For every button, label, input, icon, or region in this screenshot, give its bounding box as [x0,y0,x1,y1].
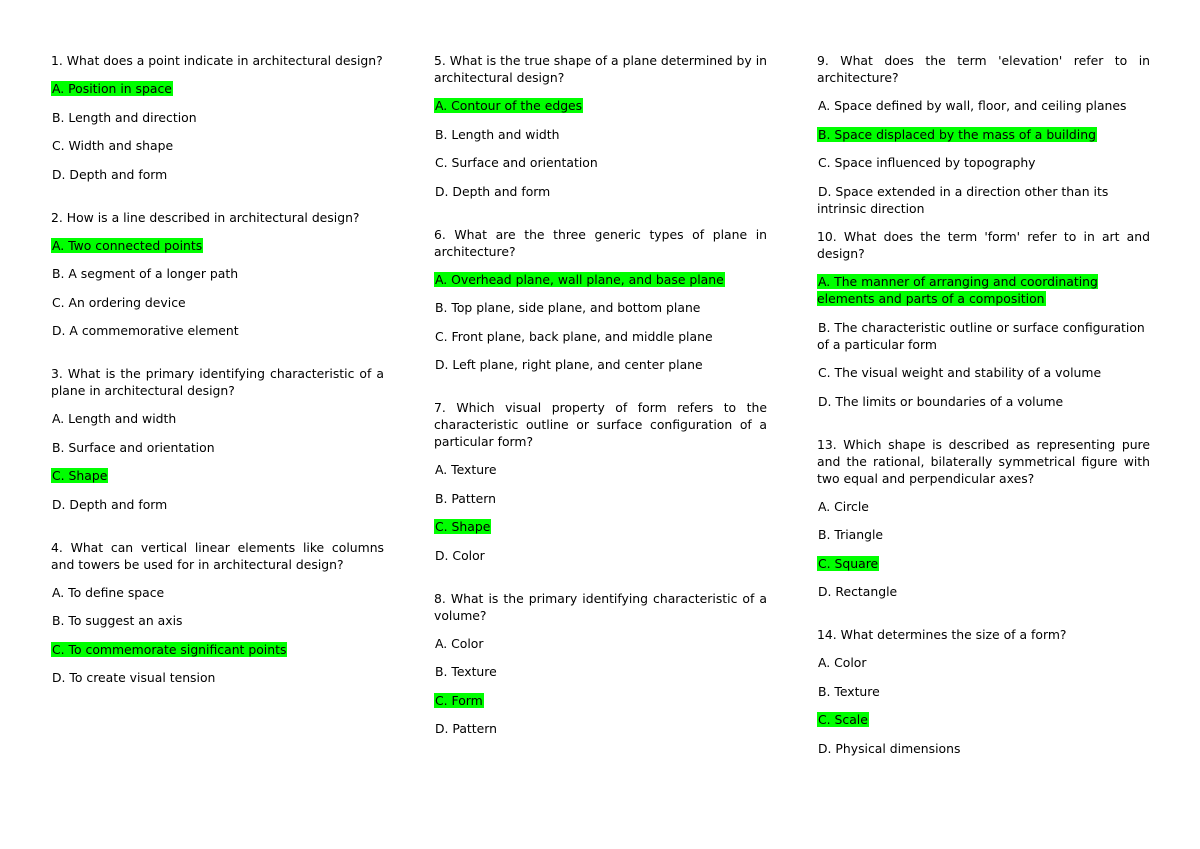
answer-option-label: A. Texture [435,462,497,477]
answer-option-label: D. Color [435,547,485,563]
answer-option-correct [817,126,1150,143]
answer-option [817,393,1150,410]
answer-option [51,439,384,456]
answer-option [817,498,1150,515]
question-block [51,209,384,340]
question-block [434,52,767,200]
question-block [434,399,767,564]
quiz-column-3 [817,52,1150,768]
answer-option-label: B. Space displaced by the mass of a building [818,126,1096,142]
answer-option-correct [434,97,767,114]
answer-option-label: B. Texture [435,664,497,679]
answer-option-label: D. The limits or boundaries of a volume [818,393,1064,409]
answer-option [51,496,384,513]
answer-option [434,461,767,478]
answer-option-label: A. Position in space [52,81,172,96]
answer-option-label: D. Depth and form [435,183,551,199]
answer-option-label: C. Surface and orientation [435,155,598,170]
answer-option [817,183,1150,217]
answer-option-correct [51,641,384,658]
answer-option [817,654,1150,671]
answer-option-correct [817,273,1150,307]
answer-option [434,299,767,316]
question-block [434,226,767,374]
answer-option-label: D. A commemorative element [52,323,239,338]
question-text: 14. What determines the size of a form? [817,627,1067,642]
answer-option-label: D. Left plane, right plane, and center plane [435,357,703,372]
answer-option-label: C. The visual weight and stability of a volume [818,365,1102,380]
answer-option-label: A. Overhead plane, wall plane, and base plane [435,271,724,287]
answer-option [817,683,1150,700]
question-text: 4. What can vertical linear elements like columns and towers be used for in architectural design? [51,539,384,572]
answer-option-correct [434,271,767,288]
answer-option [434,356,767,373]
answer-option-correct [434,518,767,535]
question-block [51,52,384,183]
question-text: 13. Which shape is described as representing pure and the rational, bilaterally symmetrical figure with two equal and perpendicular axes? [817,436,1150,486]
answer-option [51,265,384,282]
question-text: 6. What are the three generic types of plane in architecture? [434,226,767,259]
question-text: 5. What is the true shape of a plane determined by in architectural design? [434,53,767,85]
question-block [51,365,384,513]
answer-option-label: A. Circle [818,498,869,514]
answer-option-label: D. Space extended in a direction other than its intrinsic direction [817,183,1109,216]
answer-option-label: A. Color [818,655,867,670]
answer-option [51,294,384,311]
answer-option [51,410,384,427]
answer-option [51,137,384,154]
answer-option-label: A. Length and width [52,411,177,426]
answer-option [817,154,1150,171]
answer-option-correct [51,237,384,254]
answer-option-correct [817,555,1150,572]
answer-option-label: A. The manner of arranging and coordinating elements and parts of a composition [817,274,1098,306]
answer-option [51,669,384,686]
answer-option [434,720,767,737]
answer-option-label: C. Shape [52,468,108,483]
answer-option-label: B. To suggest an axis [52,613,183,628]
answer-option-label: D. Depth and form [52,166,168,182]
answer-option-label: B. Texture [818,683,880,699]
answer-option [434,663,767,680]
answer-option-correct [817,711,1150,728]
answer-option-label: B. A segment of a longer path [52,266,239,281]
answer-option-label: B. Surface and orientation [52,439,215,455]
question-text: 2. How is a line described in architectural design? [51,209,360,225]
question-text: 3. What is the primary identifying characteristic of a plane in architectural design? [51,366,384,398]
answer-option [817,319,1150,353]
quiz-column-2 [434,52,767,749]
answer-option-label: A. Color [435,635,484,651]
answer-option-label: A. Two connected points [52,237,203,253]
answer-option-correct [51,80,384,97]
answer-option [434,547,767,564]
answer-option [51,322,384,339]
question-text: 8. What is the primary identifying characteristic of a volume? [434,590,767,623]
answer-option [434,183,767,200]
answer-option [817,740,1150,757]
answer-option-label: B. Length and direction [52,109,197,125]
question-block [817,52,1150,217]
answer-option [51,584,384,601]
answer-option-label: B. Length and width [435,126,560,142]
answer-option-label: A. To define space [52,584,165,600]
answer-option [434,126,767,143]
answer-option-label: C. Width and shape [52,138,174,153]
answer-option-label: C. Square [818,555,879,571]
answer-option-label: D. Physical dimensions [818,740,961,756]
question-block [817,436,1150,601]
question-block [51,539,384,687]
answer-option [434,490,767,507]
answer-option-label: D. Depth and form [52,496,168,512]
answer-option-label: B. Pattern [435,490,496,506]
answer-option [51,166,384,183]
question-text: 9. What does the term 'elevation' refer to in architecture? [817,53,1150,85]
answer-option [817,364,1150,381]
answer-option [817,583,1150,600]
answer-option-correct [51,467,384,484]
answer-option-label: B. Triangle [818,527,884,542]
question-block [434,590,767,738]
answer-option-label: C. Shape [435,519,491,534]
answer-option-label: D. To create visual tension [52,670,216,685]
answer-option-label: C. Form [435,692,483,708]
answer-option-label: C. Scale [818,712,868,727]
answer-option [434,328,767,345]
answer-option [51,109,384,126]
answer-option-label: D. Rectangle [818,584,898,599]
answer-option-label: A. Contour of the edges [435,98,583,113]
answer-option-label: B. Top plane, side plane, and bottom plane [435,300,701,315]
answer-option-label: C. Front plane, back plane, and middle plane [435,328,713,344]
question-text: 10. What does the term 'form' refer to in art and design? [817,229,1150,261]
answer-option [817,97,1150,114]
question-block [817,228,1150,410]
answer-option [434,154,767,171]
question-text: 7. Which visual property of form refers to the characteristic outline or surface configuration of a particular form? [434,400,767,449]
answer-option-label: C. An ordering device [52,294,186,310]
answer-option [817,526,1150,543]
answer-option [434,635,767,652]
quiz-column-1 [51,52,384,698]
answer-option-correct [434,692,767,709]
answer-option-label: A. Space defined by wall, floor, and ceiling planes [818,98,1127,113]
question-text: 1. What does a point indicate in architectural design? [51,53,383,68]
answer-option-label: C. To commemorate significant points [52,641,287,657]
answer-option-label: C. Space influenced by topography [818,155,1036,170]
answer-option-label: D. Pattern [435,721,497,736]
question-block [817,626,1150,757]
answer-option [51,612,384,629]
answer-option-label: B. The characteristic outline or surface configuration of a particular form [817,319,1145,352]
